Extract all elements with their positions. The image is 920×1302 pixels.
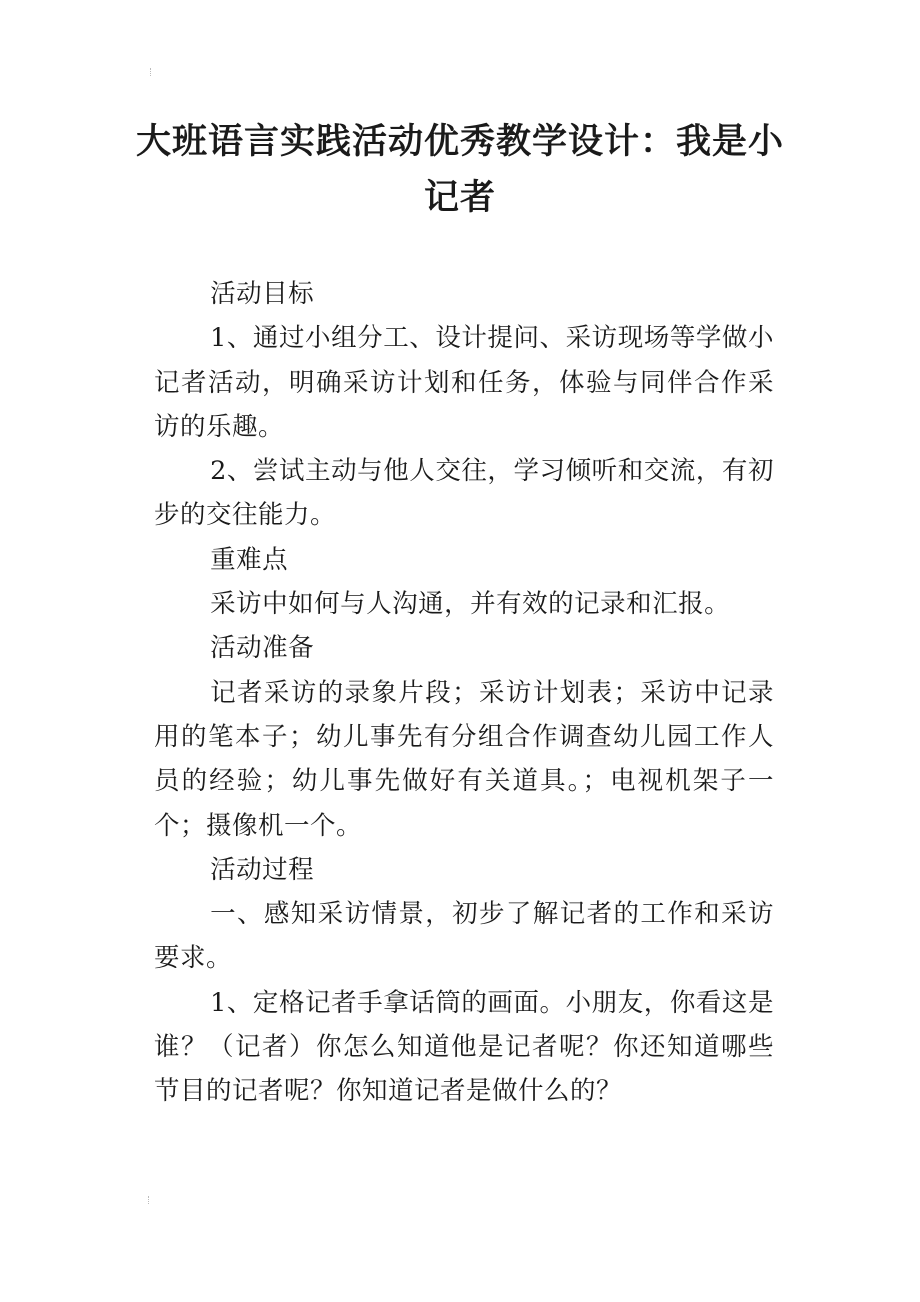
heading-key-points: 重难点 (210, 544, 289, 575)
heading-preparation: 活动准备 (210, 633, 315, 664)
document-body (154, 272, 774, 1114)
document-title: 大班语言实践活动优秀教学设计：我是小记者 (135, 122, 784, 218)
key-points-text: 采访中如何与人沟通，并有效的记录和汇报。 (210, 589, 731, 620)
heading-process: 活动过程 (210, 854, 315, 885)
corner-mark-bottom-icon (148, 1196, 152, 1204)
process-step-1: 一、感知采访情景，初步了解记者的工作和采访要求。 (154, 899, 774, 974)
goal-item-2: 2、尝试主动与他人交往，学习倾听和交流，有初步的交往能力。 (154, 456, 774, 531)
process-step-1-item-1: 1、定格记者手拿话筒的画面。小朋友，你看这是谁？（记者）你怎么知道他是记者呢？你还知道哪些节目的记者呢？你知道记者是做什么的？ (154, 987, 774, 1107)
heading-activity-goals: 活动目标 (210, 279, 315, 309)
preparation-text: 记者采访的录象片段；采访计划表；采访中记录用的笔本子；幼儿事先有分组合作调查幼儿园工作人员的经验；幼儿事先做好有关道具。；电视机架子一个；摄像机一个。 (154, 677, 774, 841)
goal-item-1: 1、通过小组分工、设计提问、采访现场等学做小记者活动，明确采访计划和任务，体验与同伴合作采访的乐趣。 (154, 323, 774, 442)
corner-mark-top-icon (150, 68, 154, 76)
